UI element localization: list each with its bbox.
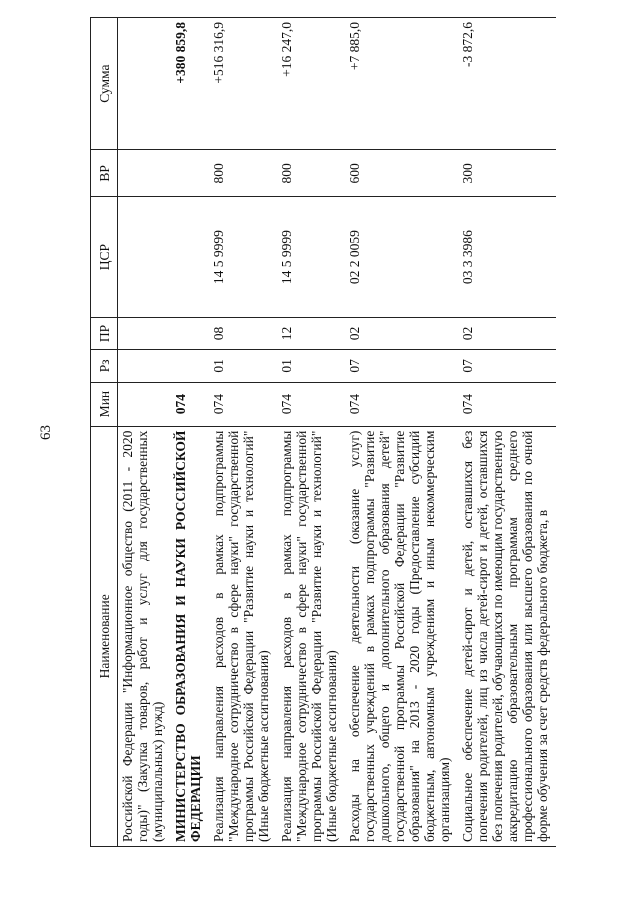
row-name-cell: МИНИСТЕРСТВО ОБРАЗОВАНИЯ И НАУКИ РОССИЙСКОЙ ФЕДЕРАЦИИ: [171, 426, 209, 846]
row-vr-cell: [171, 150, 209, 197]
row-rz-cell: [171, 350, 209, 382]
row-csr-cell: [171, 197, 209, 318]
row-sum-cell: +7 885,0: [345, 18, 458, 150]
header-csr: ЦСР: [91, 197, 118, 318]
row-sum-cell: +516 316,9: [209, 18, 277, 150]
table-row: [345, 18, 458, 847]
row-pr-cell: 08: [209, 317, 277, 349]
row-pr-cell: 12: [277, 317, 345, 349]
row-rz-cell: 01: [209, 350, 277, 382]
table-body: [118, 18, 557, 847]
row-vr-cell: [118, 150, 172, 197]
table-header-row: [91, 18, 118, 847]
row-rz-cell: 07: [458, 350, 556, 382]
row-name-cell: Социальное обеспечение детей-сирот и детей, оставшихся без попечения родителей, лиц из числа детей-сирот и детей, оставшихся без попечения родителей, обучающихся по имеющим государственную аккредитацию образовательным программам среднего профессионального образования или высшего образования по очной форме обучения за счет средств федерального бюджета, в: [458, 426, 556, 846]
table-row: [209, 18, 277, 847]
table-row: [171, 18, 209, 847]
budget-table-page: [90, 0, 615, 855]
row-sum-cell: +16 247,0: [277, 18, 345, 150]
budget-table: [90, 17, 556, 847]
header-sum: Сумма: [91, 18, 118, 150]
table-row: [277, 18, 345, 847]
row-name-cell: Реализация направления расходов в рамках подпрограммы "Международное сотрудничество в сфере науки" государственной программы Российской Федерации "Развитие науки и технологий" (Иные бюджетные ассигнования): [277, 426, 345, 846]
row-name-cell: Российской Федерации "Информационное общество (2011 - 2020 годы)" (Закупка товаров, работ и услуг для государственных (муниципальных) нужд): [118, 426, 172, 846]
row-min-cell: 074: [345, 382, 458, 426]
row-csr-cell: 02 2 0059: [345, 197, 458, 318]
row-vr-cell: 800: [277, 150, 345, 197]
header-name: Наименование: [91, 426, 118, 846]
row-csr-cell: 14 5 9999: [209, 197, 277, 318]
header-vr: ВР: [91, 150, 118, 197]
header-min: Мин: [91, 382, 118, 426]
row-vr-cell: 600: [345, 150, 458, 197]
row-sum-cell: -3 872,6: [458, 18, 556, 150]
row-pr-cell: 02: [345, 317, 458, 349]
row-csr-cell: [118, 197, 172, 318]
row-name-cell: Расходы на обеспечение деятельности (оказание услуг) государственных учреждений в рамках подпрограммы "Развитие дошкольного, общего и дополнительного образования детей" государственной программы Российской Федерации "Развитие образования" на 2013 - 2020 годы (Предоставление субсидий бюджетным, автономным учреждениям и иным некоммерческим организациям): [345, 426, 458, 846]
row-min-cell: 074: [171, 382, 209, 426]
header-pr: ПР: [91, 317, 118, 349]
row-sum-cell: [118, 18, 172, 150]
row-pr-cell: [118, 317, 172, 349]
row-vr-cell: 300: [458, 150, 556, 197]
row-min-cell: 074: [277, 382, 345, 426]
row-name-cell: Реализация направления расходов в рамках подпрограммы "Международное сотрудничество в сфере науки" государственной программы Российской Федерации "Развитие науки и технологий" (Иные бюджетные ассигнования): [209, 426, 277, 846]
row-rz-cell: 01: [277, 350, 345, 382]
row-csr-cell: 03 3 3986: [458, 197, 556, 318]
row-rz-cell: [118, 350, 172, 382]
row-vr-cell: 800: [209, 150, 277, 197]
row-sum-cell: +380 859,8: [171, 18, 209, 150]
row-min-cell: 074: [458, 382, 556, 426]
row-csr-cell: 14 5 9999: [277, 197, 345, 318]
row-pr-cell: [171, 317, 209, 349]
row-pr-cell: 02: [458, 317, 556, 349]
row-rz-cell: 07: [345, 350, 458, 382]
table-row: [458, 18, 556, 847]
header-rz: Рз: [91, 350, 118, 382]
row-min-cell: [118, 382, 172, 426]
table-row: [118, 18, 172, 847]
page-number: 63: [38, 425, 54, 440]
row-min-cell: 074: [209, 382, 277, 426]
